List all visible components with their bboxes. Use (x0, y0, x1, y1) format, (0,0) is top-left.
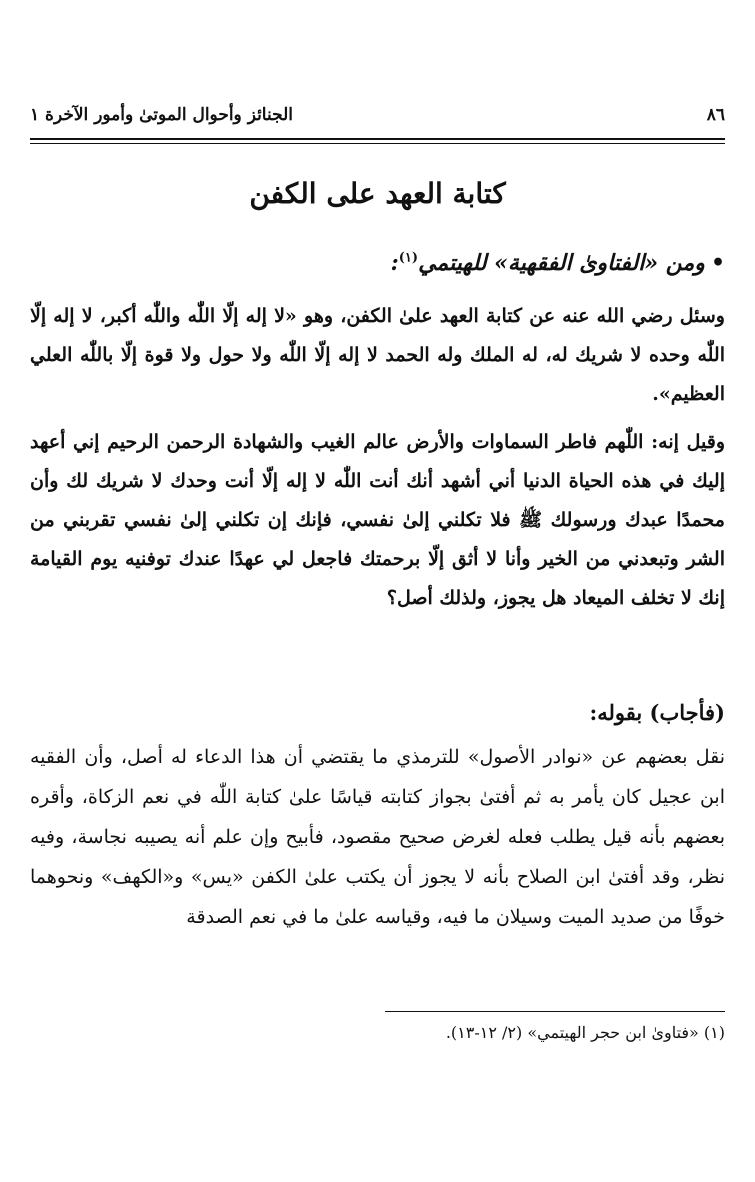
source-text: ومن «الفتاوىٰ الفقهية» للهيتمي (418, 250, 705, 276)
source-line (30, 250, 725, 276)
answer-heading: (فأجاب) بقوله: (589, 700, 725, 725)
bullet: • (710, 250, 725, 276)
footnote-rule (385, 1011, 725, 1012)
section-title: كتابة العهد على الكفن (249, 177, 506, 210)
header-rule-thin (30, 143, 725, 144)
header-rule-thick (30, 138, 725, 140)
answer-paragraph: نقل بعضهم عن «نوادر الأصول» للترمذي ما يقتضي أن هذا الدعاء له أصل، وأن الفقيه ابن عجيل كان يأمر به ثم أفتىٰ بجواز كتابته قياسًا علىٰ كتابة اللّٰه في نعم الزكاة، وأقره بعضهم بأنه قيل يطلب فعله لغرض صحيح مقصود، فأبيح وإن علم أنه يصيبه نجاسة، وفيه نظر، وقد أفتىٰ ابن الصلاح بأنه لا يجوز أن يكتب علىٰ الكفن «يس» و«الكهف» ونحوهما خوفًا من صديد الميت وسيلان ما فيه، وقياسه علىٰ ما في نعم الصدقة (30, 746, 725, 928)
page-header (30, 100, 725, 130)
footnote: (١) «فتاوىٰ ابن حجر الهيتمي» (٢/ ١٢-١٣). (445, 1023, 725, 1042)
source-colon: : (390, 250, 399, 276)
question-paragraph: وسئل رضي الله عنه عن كتابة العهد علىٰ الكفن، وهو «لا إله إلّا اللّٰه واللّٰه أكبر، لا إله إلّا اللّٰه وحده لا شريك له، له الملك وله الحمد لا إله إلّا اللّٰه ولا حول ولا قوة إلّا باللّٰه العلي العظيم». (30, 305, 725, 405)
running-title: الجنائز وأحوال الموتىٰ وأمور الآخرة ١ (30, 105, 293, 125)
dua-paragraph: وقيل إنه: اللّٰهم فاطر السماوات والأرض عالم الغيب والشهادة الرحمن الرحيم إني أعهد إليك في هذه الحياة الدنيا أني أشهد أنك أنت اللّٰه لا إله إلّا أنت وحدك لا شريك لك وأن محمدًا عبدك ورسولك ﷺ فلا تكلني إلىٰ نفسي، فإنك إن تكلني إلىٰ نفسي تقربني من الشر وتبعدني من الخير وأنا لا أثق إلّا برحمتك فاجعل لي عهدًا عندك توفنيه يوم القيامة إنك لا تخلف الميعاد هل يجوز، ولذلك أصل؟ (30, 431, 725, 609)
page-number: ٨٦ (706, 105, 725, 125)
footnote-ref: (١) (398, 250, 419, 266)
